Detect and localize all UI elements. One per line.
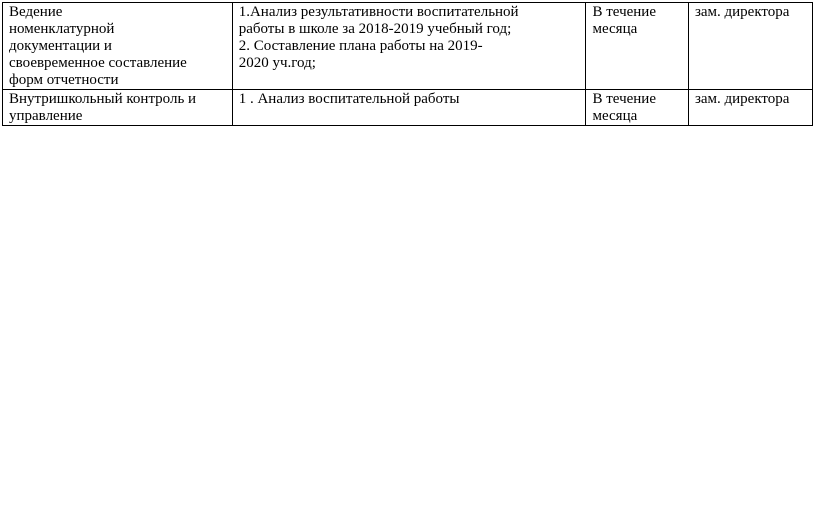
responsible-text: зам. директора (694, 91, 790, 107)
timing-line: месяца (592, 21, 638, 37)
plan-table (2, 2, 813, 126)
area-line: управление (9, 108, 83, 124)
responsible-text: зам. директора (694, 4, 790, 20)
content-cell (232, 3, 586, 90)
content-line: 2020 уч.год; (238, 55, 316, 71)
area-line: номенклатурной (9, 21, 115, 37)
area-line: форм отчетности (9, 72, 119, 88)
timing-line: месяца (592, 108, 638, 124)
area-line: документации и (9, 38, 112, 54)
area-line: Ведение (9, 4, 63, 20)
timing-line: В течение (592, 91, 656, 107)
area-line: своевременное составление (9, 55, 187, 71)
content-cell (232, 90, 586, 126)
area-cell (3, 3, 233, 90)
responsible-cell (688, 90, 812, 126)
responsible-cell (688, 3, 812, 90)
content-line: 2. Составление плана работы на 2019- (238, 38, 483, 54)
content-line: 1.Анализ результативности воспитательной (238, 4, 519, 20)
table-row (3, 3, 813, 90)
area-line: Внутришкольный контроль и (9, 91, 197, 107)
content-line: работы в школе за 2018-2019 учебный год; (238, 21, 512, 37)
area-cell (3, 90, 233, 126)
timing-cell (586, 3, 688, 90)
content-line: 1 . Анализ воспитательной работы (238, 91, 460, 107)
timing-cell (586, 90, 688, 126)
timing-line: В течение (592, 4, 656, 20)
table-row (3, 90, 813, 126)
